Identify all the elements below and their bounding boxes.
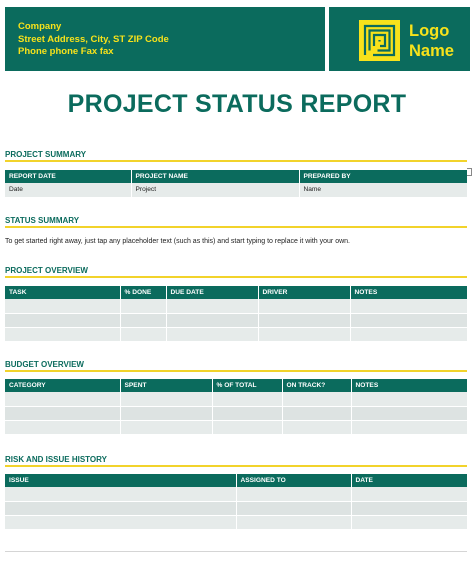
table-cell[interactable]	[351, 487, 467, 501]
table-cell[interactable]	[282, 406, 351, 420]
table-row	[5, 420, 467, 434]
logo-name[interactable]	[409, 21, 454, 61]
project-summary-table	[5, 170, 467, 198]
table-cell[interactable]	[166, 313, 258, 327]
column-header[interactable]: ON TRACK?	[282, 379, 351, 392]
text-boundary-mark	[467, 168, 472, 176]
table-cell[interactable]	[120, 420, 212, 434]
table-cell[interactable]	[212, 420, 282, 434]
table-row	[5, 183, 467, 197]
column-header[interactable]: ASSIGNED TO	[236, 474, 351, 487]
risk-history-table	[5, 474, 467, 530]
column-header[interactable]: DATE	[351, 474, 467, 487]
company-phone[interactable]: Phone phone Fax fax	[18, 46, 114, 57]
logo-block	[329, 7, 470, 71]
table-row	[5, 487, 467, 501]
table-header-row	[5, 170, 467, 183]
table-cell[interactable]	[212, 392, 282, 406]
budget-overview-table	[5, 379, 467, 435]
page-bottom-divider	[5, 551, 467, 552]
project-summary-heading[interactable]: PROJECT SUMMARY	[5, 150, 87, 159]
table-cell[interactable]	[282, 420, 351, 434]
report-date-cell[interactable]: Date	[5, 183, 131, 197]
table-cell[interactable]	[166, 327, 258, 341]
table-cell[interactable]	[5, 487, 236, 501]
budget-overview-heading[interactable]: BUDGET OVERVIEW	[5, 360, 84, 369]
column-header[interactable]: CATEGORY	[5, 379, 120, 392]
column-header[interactable]: NOTES	[350, 286, 467, 299]
table-cell[interactable]	[5, 501, 236, 515]
column-header[interactable]: DUE DATE	[166, 286, 258, 299]
table-cell[interactable]	[120, 327, 166, 341]
table-cell[interactable]	[258, 327, 350, 341]
table-row	[5, 501, 467, 515]
company-info-block	[5, 7, 325, 71]
column-header[interactable]: PROJECT NAME	[131, 170, 299, 183]
table-header-row	[5, 474, 467, 487]
table-cell[interactable]	[350, 299, 467, 313]
column-header[interactable]: REPORT DATE	[5, 170, 131, 183]
column-header[interactable]: TASK	[5, 286, 120, 299]
table-cell[interactable]	[236, 501, 351, 515]
table-row	[5, 406, 467, 420]
table-cell[interactable]	[350, 313, 467, 327]
column-header[interactable]: ISSUE	[5, 474, 236, 487]
column-header[interactable]: % DONE	[120, 286, 166, 299]
table-row	[5, 313, 467, 327]
table-row	[5, 327, 467, 341]
column-header[interactable]: NOTES	[351, 379, 467, 392]
table-cell[interactable]	[351, 501, 467, 515]
table-cell[interactable]	[351, 515, 467, 529]
project-overview-heading[interactable]: PROJECT OVERVIEW	[5, 266, 88, 275]
table-row	[5, 392, 467, 406]
table-cell[interactable]	[5, 327, 120, 341]
table-cell[interactable]	[258, 299, 350, 313]
table-row	[5, 299, 467, 313]
column-header[interactable]: DRIVER	[258, 286, 350, 299]
section-divider	[5, 226, 467, 228]
table-cell[interactable]	[351, 392, 467, 406]
table-row	[5, 515, 467, 529]
table-cell[interactable]	[5, 515, 236, 529]
table-cell[interactable]	[5, 406, 120, 420]
risk-history-heading[interactable]: RISK AND ISSUE HISTORY	[5, 455, 107, 464]
table-cell[interactable]	[350, 327, 467, 341]
table-cell[interactable]	[5, 392, 120, 406]
company-address[interactable]: Street Address, City, ST ZIP Code	[18, 33, 169, 45]
prepared-by-cell[interactable]: Name	[299, 183, 467, 197]
company-name[interactable]: Company	[18, 21, 62, 32]
project-overview-table	[5, 286, 467, 342]
status-summary-heading[interactable]: STATUS SUMMARY	[5, 216, 80, 225]
section-divider	[5, 160, 467, 162]
report-title[interactable]: PROJECT STATUS REPORT	[67, 90, 407, 118]
table-cell[interactable]	[351, 420, 467, 434]
table-cell[interactable]	[212, 406, 282, 420]
logo-line-1: Logo	[409, 22, 450, 40]
table-cell[interactable]	[236, 515, 351, 529]
table-cell[interactable]	[351, 406, 467, 420]
maze-logo-icon[interactable]	[359, 20, 400, 61]
table-cell[interactable]	[120, 313, 166, 327]
column-header[interactable]: PREPARED BY	[299, 170, 467, 183]
table-cell[interactable]	[5, 313, 120, 327]
table-header-row	[5, 286, 467, 299]
table-cell[interactable]	[258, 313, 350, 327]
project-name-cell[interactable]: Project	[131, 183, 299, 197]
table-cell[interactable]	[166, 299, 258, 313]
table-cell[interactable]	[120, 406, 212, 420]
table-cell[interactable]	[5, 299, 120, 313]
column-header[interactable]: SPENT	[120, 379, 212, 392]
table-header-row	[5, 379, 467, 392]
table-cell[interactable]	[236, 487, 351, 501]
table-cell[interactable]	[120, 392, 212, 406]
table-cell[interactable]	[282, 392, 351, 406]
status-summary-text[interactable]: To get started right away, just tap any placeholder text (such as this) and start typing to replace it with your own.	[5, 238, 350, 245]
table-cell[interactable]	[120, 299, 166, 313]
section-divider	[5, 276, 467, 278]
section-divider	[5, 370, 467, 372]
column-header[interactable]: % OF TOTAL	[212, 379, 282, 392]
logo-line-2: Name	[409, 42, 454, 60]
section-divider	[5, 465, 467, 467]
table-cell[interactable]	[5, 420, 120, 434]
